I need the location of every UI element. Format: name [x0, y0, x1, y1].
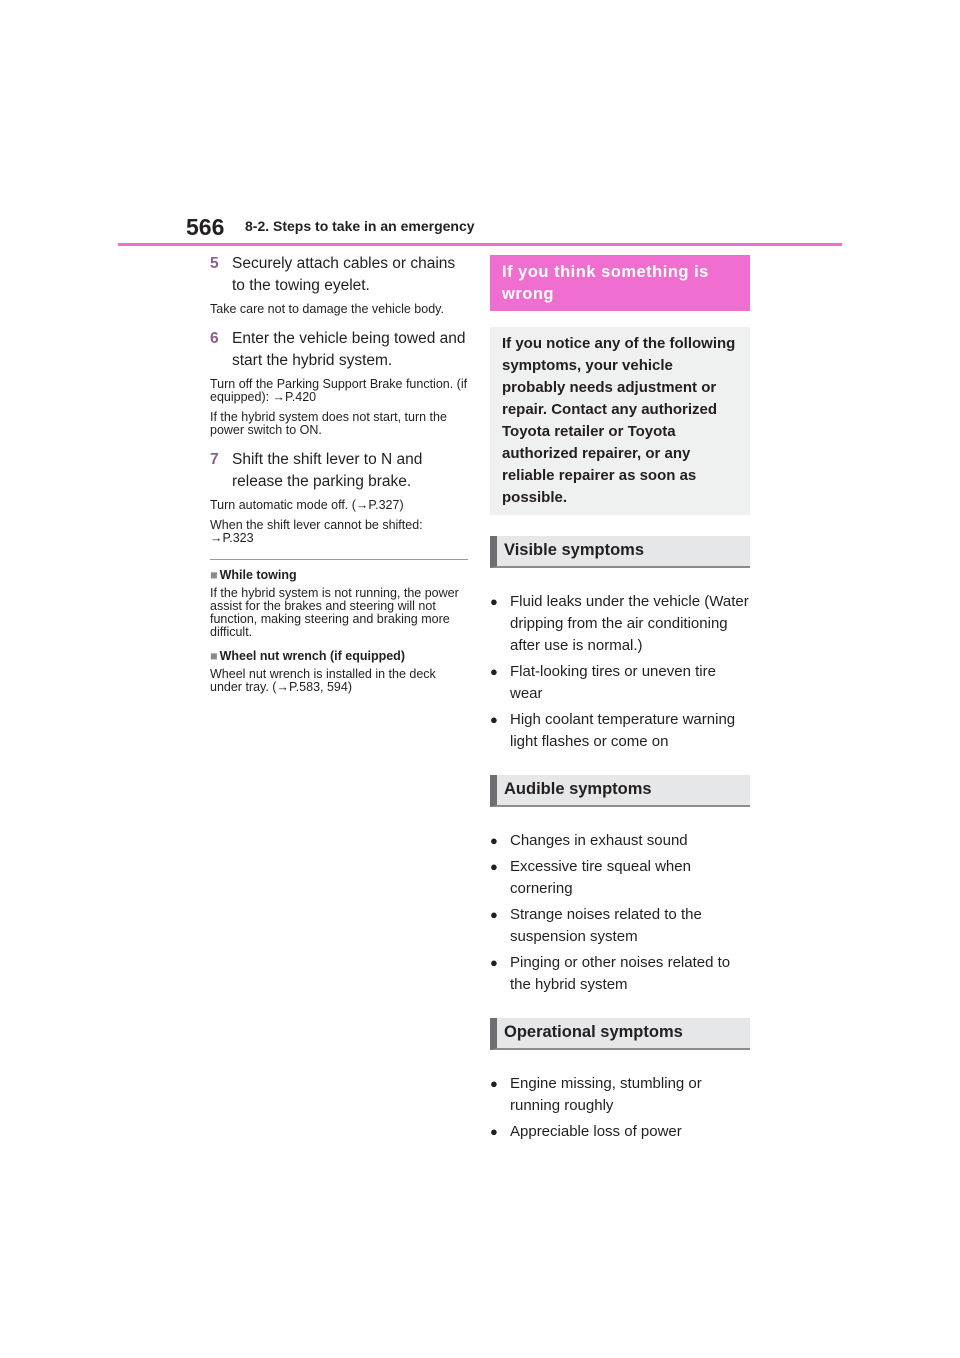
step-text: Shift the shift lever to N and release the parking brake.	[232, 451, 423, 490]
list-item	[490, 830, 750, 852]
header-rule	[118, 243, 842, 246]
intro-box: If you notice any of the following symptoms, your vehicle probably needs adjustment or repair. Contact any authorized Toyota retailer or Toyota authorized repairer, or any reliable repairer as soon as possible.	[490, 327, 750, 515]
list-item	[490, 709, 750, 753]
square-bullet-icon: ■	[210, 649, 218, 663]
subsection-heading-wheel-nut-wrench	[210, 649, 468, 663]
list-item-text: Pinging or other noises related to the hybrid system	[510, 954, 731, 993]
section-title: 8-2. Steps to take in an emergency	[245, 218, 475, 234]
subsection-title: Wheel nut wrench (if equipped)	[219, 649, 405, 663]
step-5	[210, 253, 468, 297]
bullet-dot-icon: ●	[490, 955, 498, 970]
bullet-dot-icon: ●	[490, 833, 498, 848]
list-item	[490, 952, 750, 996]
visible-symptoms-heading: Visible symptoms	[490, 536, 750, 568]
bullet-dot-icon: ●	[490, 1076, 498, 1091]
square-bullet-icon: ■	[210, 568, 218, 582]
divider	[210, 559, 468, 560]
subsection-body: If the hybrid system is not running, the power assist for the brakes and steering will not function, making steering and braking more difficult.	[210, 586, 459, 639]
bullet-dot-icon: ●	[490, 594, 498, 609]
list-item	[490, 904, 750, 948]
list-item-text: Strange noises related to the suspension system	[510, 906, 702, 945]
left-column	[210, 253, 468, 704]
operational-symptoms-heading: Operational symptoms	[490, 1018, 750, 1050]
list-item-text: Appreciable loss of power	[510, 1123, 682, 1140]
bullet-dot-icon: ●	[490, 712, 498, 727]
list-item	[490, 1121, 750, 1143]
subsection-heading-while-towing	[210, 568, 468, 582]
step-text: Enter the vehicle being towed and start the hybrid system.	[232, 330, 466, 369]
audible-symptoms-list	[490, 830, 750, 996]
audible-symptoms-heading: Audible symptoms	[490, 775, 750, 807]
list-item-text: Engine missing, stumbling or running roughly	[510, 1075, 702, 1114]
bullet-dot-icon: ●	[490, 907, 498, 922]
step-note: Take care not to damage the vehicle body.	[210, 302, 444, 316]
list-item-text: High coolant temperature warning light flashes or come on	[510, 711, 736, 750]
right-column	[490, 255, 750, 1147]
list-item-text: Fluid leaks under the vehicle (Water dripping from the air conditioning after use is normal.)	[510, 593, 749, 654]
list-item	[490, 591, 750, 657]
step-7	[210, 449, 468, 493]
visible-symptoms-list	[490, 591, 750, 753]
step-note: Turn automatic mode off. (→P.327)	[210, 498, 404, 512]
list-item	[490, 1073, 750, 1117]
list-item-text: Flat-looking tires or uneven tire wear	[510, 663, 716, 702]
subsection-body: Wheel nut wrench is installed in the deck under tray. (→P.583, 594)	[210, 667, 436, 694]
list-item-text: Changes in exhaust sound	[510, 832, 688, 849]
step-6	[210, 328, 468, 372]
list-item-text: Excessive tire squeal when cornering	[510, 858, 691, 897]
page-header	[0, 0, 960, 250]
list-item	[490, 856, 750, 900]
bullet-dot-icon: ●	[490, 859, 498, 874]
section-heading-box: If you think something is wrong	[490, 255, 750, 311]
step-number: 6	[210, 330, 219, 347]
list-item	[490, 661, 750, 705]
operational-symptoms-list	[490, 1073, 750, 1143]
step-number: 5	[210, 255, 219, 272]
step-number: 7	[210, 451, 219, 468]
step-text: Securely attach cables or chains to the towing eyelet.	[232, 255, 456, 294]
step-note: When the shift lever cannot be shifted: →P.323	[210, 518, 423, 545]
step-note: If the hybrid system does not start, turn the power switch to ON.	[210, 410, 447, 437]
step-note: Turn off the Parking Support Brake function. (if equipped): →P.420	[210, 377, 468, 404]
bullet-dot-icon: ●	[490, 664, 498, 679]
bullet-dot-icon: ●	[490, 1124, 498, 1139]
page-number: 566	[186, 214, 225, 240]
subsection-title: While towing	[219, 568, 297, 582]
